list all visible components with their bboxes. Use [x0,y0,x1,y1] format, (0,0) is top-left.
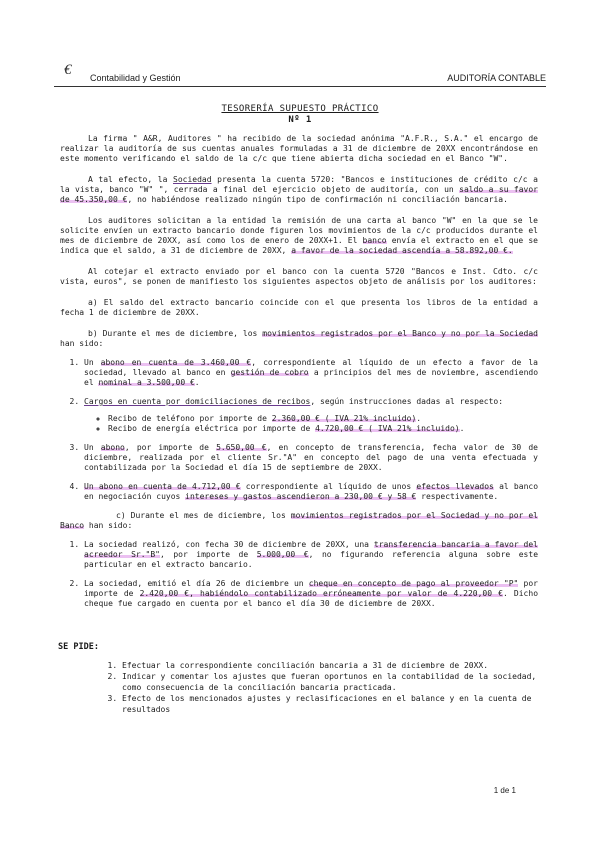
text: La sociedad, emitió el día 26 de diciembre un [84,579,309,588]
text-highlight: a favor de la sociedad ascendía a 58.892,00 €. [291,246,513,255]
text-highlight: 2.360,00 € ( IVA 21% incluido) [271,414,417,423]
text: b) Durante el mes de diciembre, los [88,329,263,338]
text: han sido: [84,521,133,530]
paragraph-bank-request [60,216,538,256]
text-highlight: 2.420,00 €, habiéndolo contabilizado erróneamente por valor de 4.220,00 € [139,589,503,598]
text: , no habiéndose realizado ningún tipo de confirmación ni conciliación bancaria. [127,195,508,204]
page-number: 1 de 1 [493,786,516,795]
list-item [84,358,538,388]
text: Un [84,358,101,367]
text: Un [84,443,101,452]
text-highlight: abono en cuenta de 3.460,00 € [100,358,252,367]
header-right-text: AUDITORÍA CONTABLE [447,73,546,83]
task-item: 1. Efectuar la correspondiente conciliación bancaria a 31 de diciembre de 20XX. [122,660,538,671]
header-left-text: Contabilidad y Gestión [90,73,181,83]
text: Recibo de teléfono por importe de [108,414,272,423]
text-highlight: 5.650,00 € [216,443,267,452]
text: Recibo de energía eléctrica por importe de [108,424,316,433]
text-highlight: 5.000,00 € [256,550,309,559]
document-title [200,104,400,126]
list-item [108,414,538,424]
text: por importe de [84,579,538,598]
text: . [194,378,200,387]
text-underlined: Sociedad [173,175,212,184]
list-item [84,540,538,570]
text: . [416,414,422,423]
list-item [84,397,538,434]
document-body [60,134,538,609]
list-item [84,482,538,502]
text: , no figurando referencia alguna sobre este particular en el extracto bancario. [84,550,539,569]
text-highlight: abono [100,443,125,452]
tasks-list [102,660,538,715]
paragraph-intro: La firma " A&R, Auditores " ha recibido de la sociedad anónima "A.F.R., S.A." el encargo de realizar la auditoría de sus cuentas anuales formuladas a 31 de diciembre de 20XX encontrándose en este momento verificando el saldo de la c/c que tiene abierta dicha sociedad en el Banco "W". [60,134,538,163]
text: a principios del mes de noviembre, ascendiendo el [84,368,539,387]
text-highlight: banco [362,236,387,245]
text-highlight: intereses y gastos ascendieron a 230,00 € y 58 € [185,492,417,501]
text-highlight: cheque en concepto de pago al proveedor "P" [308,579,519,588]
text: presenta la cuenta 5720: "Bancos e instituciones de crédito c/c a la vista, banco "W" ", cerrada a final del ejercicio objeto de auditoría, con un [60,175,538,194]
paragraph-account [60,175,538,205]
paragraph-comparison: Al cotejar el extracto enviado por el banco con la cuenta 5720 "Bancos e Inst. Cdto. c/c vista, euros", se ponen de manifiesto los siguientes aspectos objeto de análisis por los auditores: [60,267,538,286]
text-highlight: Un abono en cuenta de 4.712,00 € [84,482,241,491]
text-highlight: movimientos registrados por el Banco y no por la Sociedad [262,329,538,338]
company-movements-list [60,540,538,609]
title-line-1: TESORERÍA SUPUESTO PRÁCTICO [221,104,379,114]
list-item [108,424,538,434]
tasks-section [102,660,538,715]
list-item [84,443,538,473]
task-item: 2. Indicar y comentar los ajustes que fueran oportunos en la contabilidad de la sociedad, como consecuencia de la conciliación bancaria practicada. [122,671,538,693]
text-highlight: efectos llevados [416,482,494,491]
text: A tal efecto, la [88,175,173,184]
text: al banco en negociación cuyos [84,482,539,501]
text: c) Durante el mes de diciembre, los [116,511,291,520]
text-highlight: movimientos registrados por el Sociedad y no por el Banco [60,511,539,530]
se-pide-heading: SE PIDE: [58,642,99,652]
text: , por importe de [159,550,257,559]
text-underlined: Cargos en cuenta por domiciliaciones de recibos [84,397,311,406]
bank-movements-list [60,358,538,502]
list-item [84,579,538,609]
title-line-2: Nº 1 [288,115,312,125]
receipts-list [84,414,538,434]
page-header [54,62,546,87]
text-highlight: transferencia bancaria a favor del acreedor Sr."B" [84,540,538,559]
text: . [459,424,465,433]
paragraph-c [60,511,538,531]
paragraph-b [60,329,538,349]
paragraph-a: a) El saldo del extracto bancario coincide con el que presenta los libros de la entidad a fecha 1 de diciembre de 20XX. [60,298,538,317]
text: Los auditores solicitan a la entidad la remisión de una carta al banco "W" en la que se le solicite envíen un extracto bancario donde figuren los movimientos de la c/c producidos durante el mes de diciembre de 20XX, así como los de enero de 20XX+1. El [60,216,538,245]
text-highlight: saldo a su favor de 45.350,00 € [60,185,539,204]
text: . Dicho cheque fue cargado en cuenta por el banco el día 30 de diciembre de 20XX. [84,589,539,608]
text: han sido: [60,339,104,348]
task-item: 3. Efecto de los mencionados ajustes y reclasificaciones en el balance y en la cuenta de resultados [122,693,538,715]
logo-icon: € [64,62,72,78]
text-highlight: 4.720,00 € ( IVA 21% incluido) [315,424,460,433]
text-highlight: nominal a 3.500,00 € [98,378,195,387]
text: , por importe de [124,443,217,452]
text: envía el extracto en el que se indica que el saldo, a 31 de diciembre de 20XX, [60,236,538,255]
text: La sociedad realizó, con fecha 30 de diciembre de 20XX, una [84,540,374,549]
text-highlight: gestión de cobro [230,368,309,377]
text: , en concepto de transferencia, fecha valor de 30 de diciembre, realizada por el cliente Sr."A" en concepto del pago de una venta efectuada y contabilizada por la Sociedad el día 15 de septiembre de 20XX. [84,443,538,472]
text: correspondiente al líquido de unos [240,482,417,491]
text: , correspondiente al líquido de un efecto a favor de la sociedad, llevado al banco en [84,358,538,377]
text: , según instrucciones dadas al respecto: [310,397,504,406]
text: respectivamente. [416,492,499,501]
